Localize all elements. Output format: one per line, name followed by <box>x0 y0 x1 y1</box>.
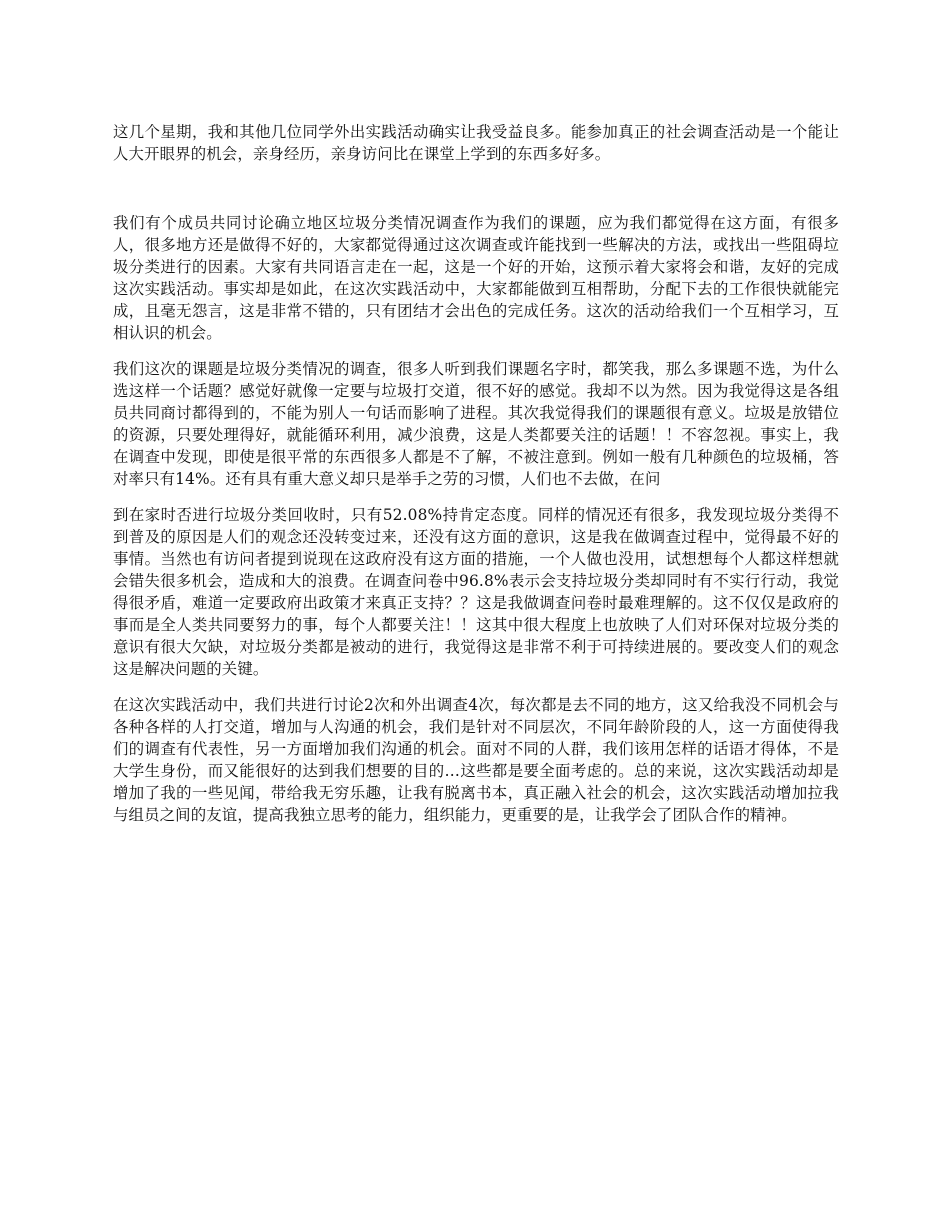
document-body <box>113 121 839 826</box>
paragraph-intro: 这几个星期，我和其他几位同学外出实践活动确实让我受益良多。能参加真正的社会调查活动是一个能让人大开眼界的机会，亲身经历，亲身访问比在课堂上学到的东西多好多。 <box>113 123 839 163</box>
paragraph-conclusion: 在这次实践活动中，我们共进行讨论2次和外出调查4次，每次都是去不同的地方，这又给我没不同机会与各种各样的人打交道，增加与人沟通的机会，我们是针对不同层次，不同年龄阶段的人，这一方面使得我们的调查有代表性，另一方面增加我们沟通的机会。面对不同的人群，我们该用怎样的话语才得体，不是大学生身份，而又能很好的达到我们想要的目的…这些都是要全面考虑的。总的来说，这次实践活动却是增加了我的一些见闻，带给我无穷乐趣，让我有脱离书本，真正融入社会的机会，这次实践活动增加拉我与组员之间的友谊，提高我独立思考的能力，组织能力，更重要的是，让我学会了团队合作的精神。 <box>113 696 839 824</box>
paragraph-survey-findings: 到在家时否进行垃圾分类回收时，只有52.08%持肯定态度。同样的情况还有很多，我发现垃圾分类得不到普及的原因是人们的观念还没转变过来，还没有这方面的意识，这是我在做调查过程中，觉得最不好的事情。当然也有访问者提到说现在这政府没有这方面的措施，一个人做也没用，试想想每个人都这样想就会错失很多机会，造成和大的浪费。在调查问卷中96.8%表示会支持垃圾分类却同时有不实行行动，我觉得很矛盾，难道一定要政府出政策才来真正支持？？这是我做调查问卷时最难理解的。这不仅仅是政府的事而是全人类共同要努力的事，每个人都要关注！！这其中很大程度上也放映了人们对环保对垃圾分类的意识有很大欠缺，对垃圾分类都是被动的进行，我觉得这是非常不利于可持续进展的。要改变人们的观念这是解决问题的关键。 <box>113 506 839 678</box>
paragraph-topic-choice: 我们有个成员共同讨论确立地区垃圾分类情况调查作为我们的课题，应为我们都觉得在这方面，有很多人，很多地方还是做得不好的，大家都觉得通过这次调查或许能找到一些解决的方法，或找出一些阻碍垃圾分类进行的因素。大家有共同语言走在一起，这是一个好的开始，这预示着大家将会和谐，友好的完成这次实践活动。事实却是如此，在这次实践活动中，大家都能做到互相帮助，分配下去的工作很快就能完成，且毫无怨言，这是非常不错的，只有团结才会出色的完成任务。这次的活动给我们一个互相学习，互相认识的机会。 <box>113 214 839 342</box>
paragraph-topic-meaning: 我们这次的课题是垃圾分类情况的调查，很多人听到我们课题名字时，都笑我，那么多课题不选，为什么选这样一个话题？感觉好就像一定要与垃圾打交道，很不好的感觉。我却不以为然。因为我觉得这是各组员共同商讨都得到的，不能为别人一句话而影响了进程。其次我觉得我们的课题很有意义。垃圾是放错位的资源，只要处理得好，就能循环利用，减少浪费，这是人类都要关注的话题！！不容忽视。事实上，我在调查中发现，即使是很平常的东西很多人都是不了解，不被注意到。例如一般有几种颜色的垃圾桶，答对率只有14%。还有具有重大意义却只是举手之劳的习惯，人们也不去做，在问 <box>113 360 839 488</box>
